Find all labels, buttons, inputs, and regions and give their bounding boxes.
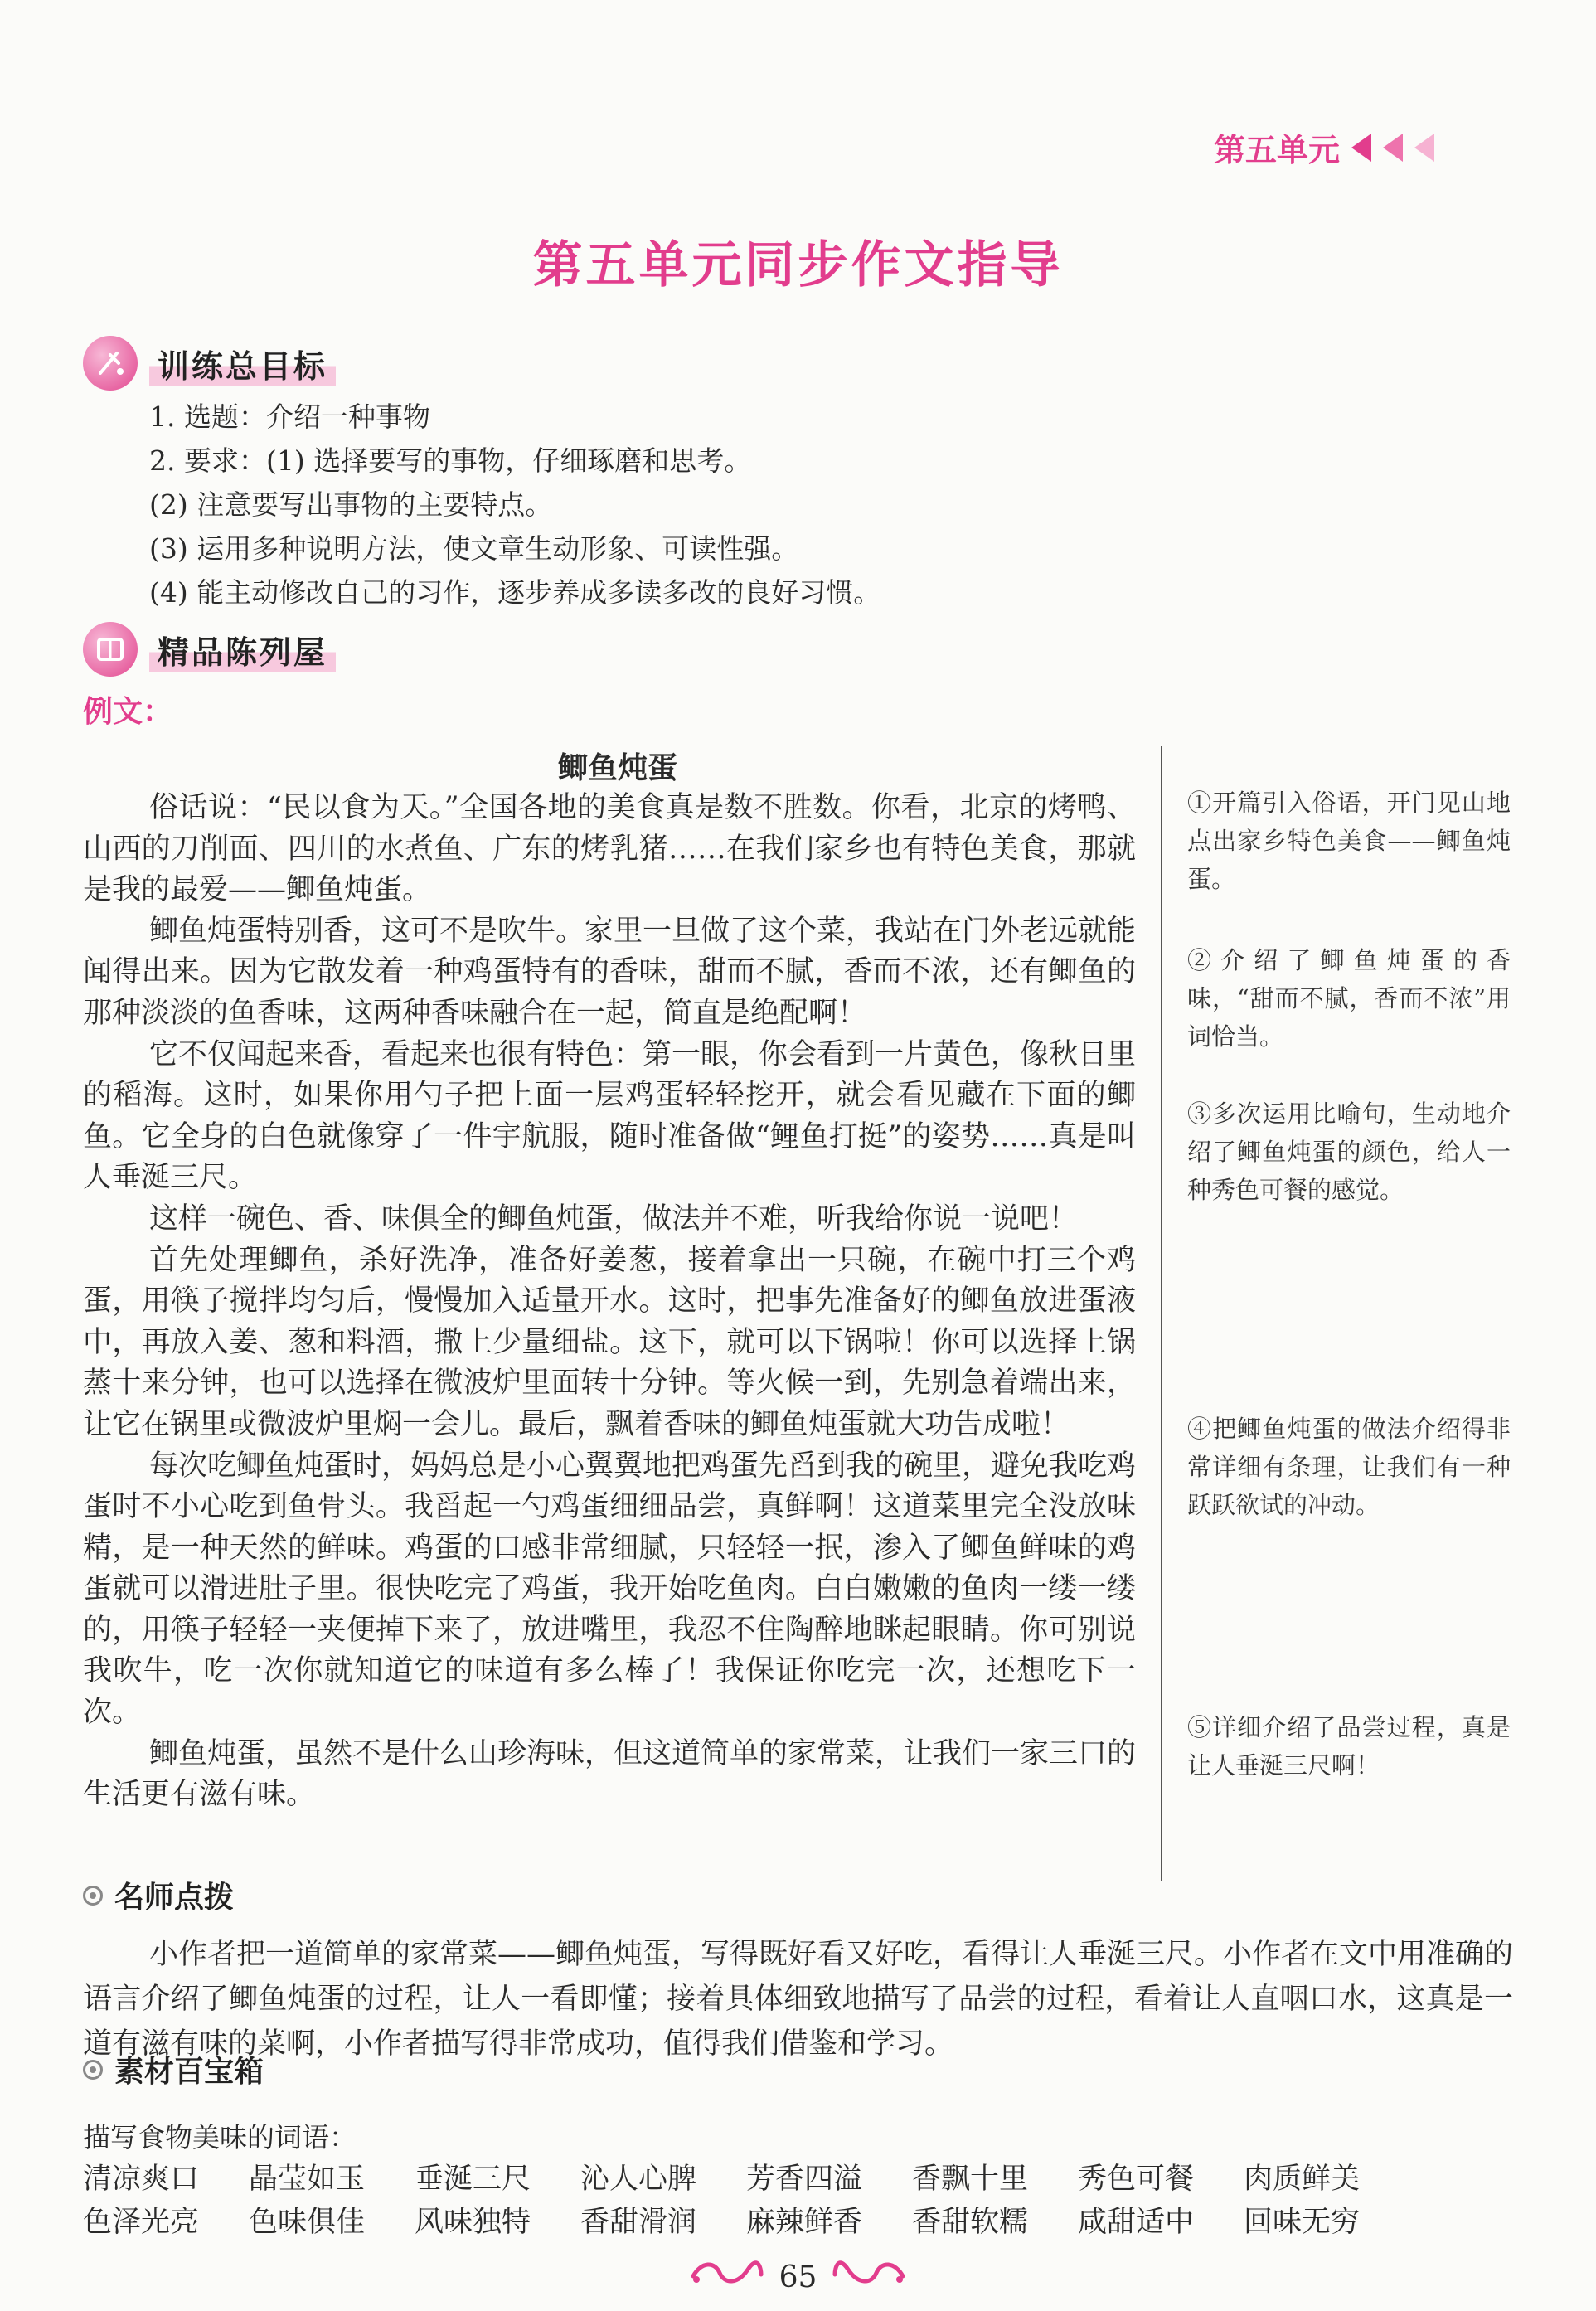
goal-item: 1. 选题：介绍一种事物 [149,401,430,433]
word-item: 风味独特 [415,2206,531,2239]
essay-paragraph: 首先处理鲫鱼，杀好洗净，准备好姜葱，接着拿出一只碗，在碗中打三个鸡蛋，用筷子搅拌均匀后，慢慢加入适量开水。这时，把事先准备好的鲫鱼放进蛋液中，再放入姜、葱和料酒，撒上少量细盐。这下，就可以下锅啦！你可以选择上锅蒸十来分钟，也可以选择在微波炉里面转十分钟。等火候一到，先别急着端出来，让它在锅里或微波炉里焖一会儿。最后，飘着香味的鲫鱼炖蛋就大功告成啦！ [83,1243,1136,1441]
section-goals-heading [83,336,336,391]
goal-item: 2. 要求：(1) 选择要写的事物，仔细琢磨和思考。 [149,444,752,477]
triangle-icon [1351,134,1371,162]
goal-item: (2) 注意要写出事物的主要特点。 [149,488,553,521]
section-showcase-title: 精品陈列屋 [149,627,336,672]
word-item: 回味无穷 [1244,2206,1361,2239]
page-number: 65 [779,2260,817,2294]
word-item: 咸甜适中 [1078,2206,1195,2239]
word-item: 沁人心脾 [580,2163,697,2196]
essay-paragraph: 每次吃鲫鱼炖蛋时，妈妈总是小心翼翼地把鸡蛋先舀到我的碗里，避免我吃鸡蛋时不小心吃到鱼骨头。我舀起一勺鸡蛋细细品尝，真鲜啊！这道菜里完全没放味精，是一种天然的鲜味。鸡蛋的口感非常细腻，只轻轻一抿，渗入了鲫鱼鲜味的鸡蛋就可以滑进肚子里。很快吃完了鸡蛋，我开始吃鱼肉。白白嫩嫩的鱼肉一缕一缕的，用筷子轻轻一夹便掉下来了，放进嘴里，我忍不住陶醉地眯起眼睛。你可别说我吹牛，吃一次你就知道它的味道有多么棒了！我保证你吃完一次，还想吃下一次。 [83,1449,1137,1730]
materials-heading [83,2048,264,2090]
bullet-circle-icon [83,2060,103,2080]
margin-note: ③多次运用比喻句，生动地介绍了鲫鱼炖蛋的颜色，给人一种秀色可餐的感觉。 [1187,1100,1511,1204]
word-item: 色泽光亮 [83,2206,200,2239]
word-row [83,2156,1409,2197]
word-item: 色味俱佳 [249,2206,366,2239]
essay-paragraph: 鲫鱼炖蛋特别香，这可不是吹牛。家里一旦做了这个菜，我站在门外老远就能闻得出来。因为它散发着一种鸡蛋特有的香味，甜而不腻，香而不浓，还有鲫鱼的那种淡淡的鱼香味，这两种香味融合在一起，简直是绝配啊！ [83,914,1137,1030]
word-item: 清凉爽口 [83,2163,200,2196]
triangle-icon [1414,134,1434,162]
word-item: 秀色可餐 [1078,2163,1195,2196]
essay-paragraph: 这样一碗色、香、味俱全的鲫鱼炖蛋，做法并不难，听我给你说一说吧！ [149,1202,1079,1236]
comment-body [83,1932,1513,2066]
word-item: 香甜软糯 [912,2206,1029,2239]
word-item: 芳香四溢 [746,2163,863,2196]
example-label: 例文： [83,695,173,729]
section-showcase-heading [83,622,336,677]
word-item: 垂涎三尺 [415,2163,531,2196]
page-title: 第五单元同步作文指导 [532,236,1064,294]
essay-body [83,788,1136,1816]
section-goals-title: 训练总目标 [149,341,336,386]
comment-heading [83,1874,234,1916]
word-item: 晶莹如玉 [249,2163,366,2196]
word-item: 香甜滑润 [580,2206,697,2239]
comment-text: 小作者把一道简单的家常菜——鲫鱼炖蛋，写得既好看又好吃，看得让人垂涎三尺。小作者在文中用准确的语言介绍了鲫鱼炖蛋的过程，让人一看即懂；接着具体细致地描写了品尝的过程，看着让人直咽口水，这真是一道有滋有味的菜啊，小作者描写得非常成功，值得我们借鉴和学习。 [83,1938,1514,2061]
comment-title: 名师点拨 [114,1881,235,1915]
word-item: 香飘十里 [912,2163,1029,2196]
goal-item: (3) 运用多种说明方法，使文章生动形象、可读性强。 [149,532,799,565]
bullet-circle-icon [83,1886,103,1906]
margin-divider [1161,746,1162,1881]
margin-note: ⑤详细介绍了品尝过程，真是让人垂涎三尺啊！ [1187,1713,1511,1779]
margin-note: ②介绍了鲫鱼炖蛋的香味，“甜而不腻，香而不浓”用词恰当。 [1187,946,1511,1051]
materials-title: 素材百宝箱 [114,2055,264,2089]
pen-icon [83,336,138,391]
triangle-icon [1383,134,1403,162]
unit-tag [1214,124,1434,170]
unit-label: 第五单元 [1213,132,1340,168]
word-row [83,2199,1409,2241]
margin-note: ①开篇引入俗语，开门见山地点出家乡特色美食——鲫鱼炖蛋。 [1187,789,1511,893]
essay-paragraph: 俗话说：“民以食为天。”全国各地的美食真是数不胜数。你看，北京的烤鸭、山西的刀削面、四川的水煮鱼、广东的烤乳猪……在我们家乡也有特色美食，那就是我的最爱——鲫鱼炖蛋。 [83,791,1136,907]
swirl-left-icon [690,2260,764,2295]
book-icon [83,622,138,677]
swirl-right-icon [832,2260,906,2295]
page-footer [0,2260,1596,2295]
materials-lead: 描写食物美味的词语： [83,2121,357,2153]
margin-note: ④把鲫鱼炖蛋的做法介绍得非常详细有条理，让我们有一种跃跃欲试的冲动。 [1187,1415,1511,1519]
essay-paragraph: 鲫鱼炖蛋，虽然不是什么山珍海味，但这道简单的家常菜，让我们一家三口的生活更有滋有味。 [83,1736,1137,1812]
goal-item: (4) 能主动修改自己的习作，逐步养成多读多改的良好习惯。 [149,576,881,609]
word-item: 肉质鲜美 [1244,2163,1361,2196]
word-item: 麻辣鲜香 [746,2206,863,2239]
essay-title: 鲫鱼炖蛋 [557,751,677,785]
essay-paragraph: 它不仅闻起来香，看起来也很有特色：第一眼，你会看到一片黄色，像秋日里的稻海。这时，如果你用勺子把上面一层鸡蛋轻轻挖开，就会看见藏在下面的鲫鱼。它全身的白色就像穿了一件宇航服，随时准备做“鲤鱼打挺”的姿势……真是叫人垂涎三尺。 [83,1037,1137,1195]
